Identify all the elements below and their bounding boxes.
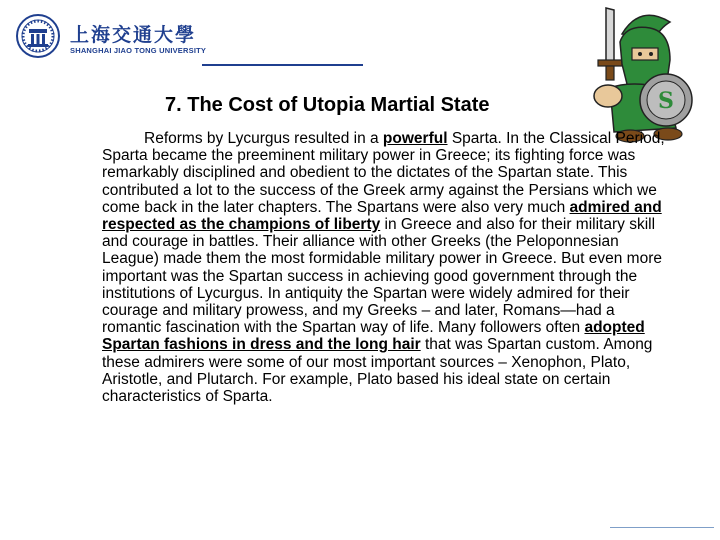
body-text-3: in Greece and also for their military skill and courage in battles. Their alliance with other Greeks (the Peloponnesian League) made them the most formidable military power in Greece. But even more important was the Spartan success in achieving good government through the institutions of Lycurgus. In antiquity the Spartan were widely admired for their courage and military prowess, and my Greeks – and later, Romans—had a romantic fascination with the Spartan way of life. Many followers often bbox=[102, 216, 662, 337]
body-paragraph bbox=[102, 130, 677, 405]
university-seal-icon bbox=[16, 14, 60, 58]
emphasis-champions-of-liberty: admired and respected as the champions of liberty bbox=[102, 198, 662, 234]
university-name-english: SHANGHAI JIAO TONG UNIVERSITY bbox=[70, 46, 207, 55]
footer-divider bbox=[610, 527, 714, 528]
body-text-2: Sparta. In the Classical Period, Sparta became the preeminent military power in Greece; its fighting force was remarkably disciplined and obedient to the dictates of the Spartan state. This contributed a lot to the success of the Greek army against the Persians which we come back in the later chapters. The Spartans were also very much bbox=[102, 130, 665, 216]
university-header bbox=[12, 10, 212, 60]
body-text-1: Reforms by Lycurgus resulted in a bbox=[144, 130, 383, 147]
header-divider bbox=[202, 64, 363, 66]
svg-text:S: S bbox=[658, 88, 674, 114]
emphasis-powerful: powerful bbox=[382, 130, 448, 147]
slide-body bbox=[102, 130, 677, 405]
university-name-chinese: 上海交通大學 bbox=[70, 24, 197, 46]
spartan-mascot-icon bbox=[570, 4, 700, 146]
emphasis-spartan-fashions: adopted Spartan fashions in dress and the long hair bbox=[102, 319, 645, 354]
body-text-4: that was Spartan custom. Among these admirers were some of our most important sources – Xenophon, Plato, Aristotle, and Plutarch. For example, Plato based his ideal state on certain characteristics of Sparta. bbox=[102, 336, 653, 406]
slide-title: 7. The Cost of Utopia Martial State bbox=[165, 94, 490, 116]
